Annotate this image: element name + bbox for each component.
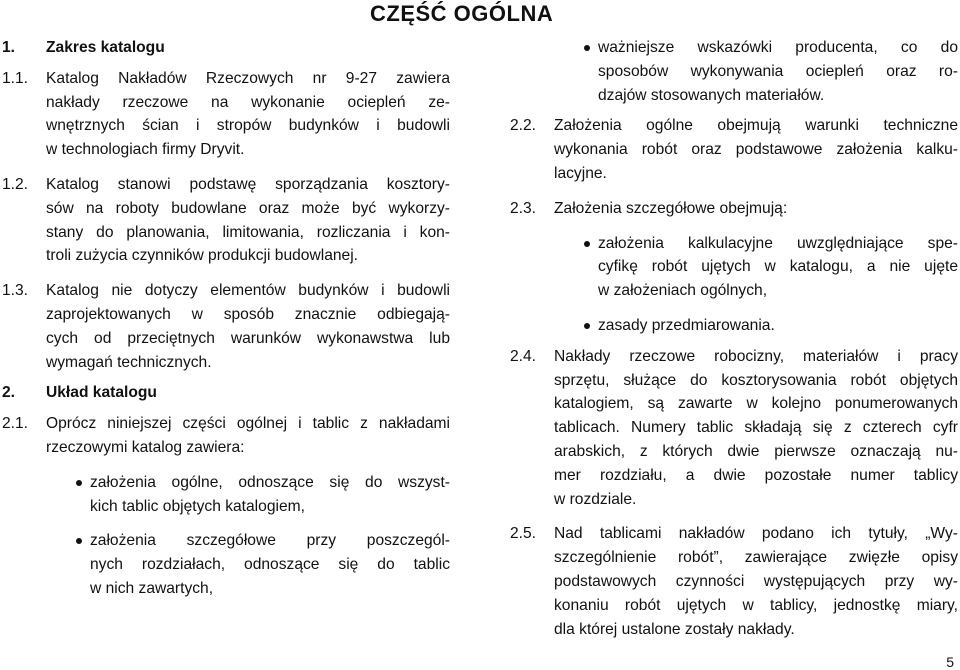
bullet-icon — [46, 471, 90, 519]
paragraph-number: 1.2. — [2, 175, 29, 193]
text-line: wykonania robót oraz podstawowe założenia kalku- — [554, 141, 958, 159]
page-number: 5 — [946, 654, 954, 670]
bullet-icon — [554, 36, 598, 107]
text-line: Nad tablicami nakładów podano ich tytuły, „Wy- — [554, 525, 958, 543]
paragraph-2-5 — [510, 522, 958, 641]
text-line: Założenia ogólne obejmują warunki techniczne — [554, 117, 958, 135]
page-header: CZĘŚĆ OGÓLNA — [370, 1, 554, 26]
bullet-text — [598, 232, 958, 303]
paragraph-2-3 — [510, 197, 958, 221]
text-line: podstawowych czynności występujących przy wy- — [554, 572, 958, 590]
right-column — [510, 36, 958, 641]
text-line: wnętrznych ścian i stropów budynków i budowli — [46, 117, 450, 135]
text-line: założenia ogólne, odnoszące się do wszyst- — [90, 473, 450, 491]
bullet-text — [598, 36, 958, 107]
section-2-heading — [2, 381, 450, 405]
paragraph-number: 2.5. — [510, 525, 537, 543]
paragraph-number: 2.2. — [510, 117, 537, 135]
text-line: stany do planowania, limitowania, rozliczania i kon- — [46, 223, 450, 241]
bullet-list-2-3 — [554, 232, 958, 338]
text-line: cych od przeciętnych warunków wykonawstwa lub — [46, 329, 450, 347]
paragraph-text — [46, 412, 450, 460]
text-line: rzeczowymi katalog zawiera: — [46, 438, 245, 456]
text-line: sprzętu, służące do kosztorysowania robót objętych — [554, 371, 958, 389]
section-title: Układ katalogu — [46, 384, 157, 402]
bullet-item — [554, 232, 958, 303]
paragraph-number: 2.1. — [2, 415, 29, 433]
bullet-item — [554, 314, 958, 338]
paragraph-2-1 — [2, 412, 450, 460]
bullet-icon — [554, 232, 598, 303]
text-line: w nich zawartych, — [90, 579, 214, 597]
text-line: lacyjne. — [554, 164, 607, 182]
bullet-text — [90, 471, 450, 519]
text-line: Katalog Nakładów Rzeczowych nr 9-27 zawiera — [46, 69, 450, 87]
left-column — [2, 36, 450, 601]
paragraph-1-3 — [2, 279, 450, 374]
text-line: nych rozdziałach, odnoszące się do tablic — [90, 556, 450, 574]
paragraph-2-4 — [510, 345, 958, 512]
text-line: zaprojektowanych w sposób znacznie odbiegają- — [46, 305, 450, 323]
section-title: Zakres katalogu — [46, 39, 165, 56]
text-line: dzajów stosowanych materiałów. — [598, 86, 825, 104]
text-line: Katalog nie dotyczy elementów budynków i budowli — [46, 282, 450, 300]
bullet-text — [90, 529, 450, 600]
text-line: cyfikę robót ujętych w katalogu, a nie ujęte — [598, 258, 958, 276]
paragraph-number: 2.3. — [510, 199, 537, 217]
text-line: szczególnienie robót”, zawierające zwięzłe opisy — [554, 549, 958, 567]
paragraph-number: 1.1. — [2, 69, 29, 87]
text-line: w technologiach firmy Dryvit. — [46, 141, 245, 159]
paragraph-text — [554, 522, 958, 641]
text-line: tablicach. Numery tablic składają się z czterech cyfr — [554, 419, 958, 437]
text-line: arabskich, z których dwie pierwsze oznaczają nu- — [554, 442, 958, 460]
bullet-item — [46, 471, 450, 519]
section-number: 2. — [2, 384, 16, 402]
paragraph-1-2 — [2, 173, 450, 268]
text-line: w rozdziale. — [554, 490, 637, 508]
paragraph-text — [46, 173, 450, 268]
text-line: Założenia szczegółowe obejmują: — [554, 199, 788, 217]
text-line: wymagań technicznych. — [46, 353, 212, 371]
text-line: troli zużycia czynników produkcji budowlanej. — [46, 247, 359, 265]
text-line: założenia kalkulacyjne uwzględniające spe- — [598, 234, 958, 252]
paragraph-1-1 — [2, 67, 450, 162]
text-line: mer rozdziału, a dwie pozostałe numer tablicy — [554, 466, 958, 484]
text-line: nakłady rzeczowe na wykonanie ociepleń ze- — [46, 93, 450, 111]
bullet-text — [598, 314, 958, 338]
text-line: w założeniach ogólnych, — [598, 282, 768, 300]
bullet-item — [554, 36, 958, 107]
paragraph-text — [554, 114, 958, 185]
paragraph-number: 1.3. — [2, 282, 29, 300]
section-number: 1. — [2, 39, 16, 56]
text-line: kich tablic objętych katalogiem, — [90, 497, 305, 515]
text-line: zasady przedmiarowania. — [598, 316, 775, 334]
text-line: Nakłady rzeczowe robocizny, materiałów i pracy — [554, 347, 958, 365]
paragraph-text — [46, 279, 450, 374]
bullet-icon — [46, 529, 90, 600]
bullet-list-2-1 — [46, 471, 450, 601]
paragraph-text — [554, 345, 958, 512]
bullet-icon — [554, 314, 598, 338]
bullet-list-2-1-continued — [554, 36, 958, 107]
paragraph-2-2 — [510, 114, 958, 185]
text-line: dla której ustalone zostały nakłady. — [554, 620, 795, 638]
paragraph-text — [554, 197, 958, 221]
text-line: katalogiem, są zawarte w kolejno ponumerowanych — [554, 395, 958, 413]
section-1-heading — [2, 36, 450, 60]
paragraph-text — [46, 67, 450, 162]
text-line: sposobów wykonywania ociepleń oraz ro- — [598, 62, 958, 80]
paragraph-number: 2.4. — [510, 347, 537, 365]
bullet-item — [46, 529, 450, 600]
text-line: konaniu robót ujętych w tablicy, jednostkę miary, — [554, 596, 958, 614]
text-line: ważniejsze wskazówki producenta, co do — [598, 39, 958, 56]
text-line: Katalog stanowi podstawę sporządzania kosztory- — [46, 175, 450, 193]
text-line: Oprócz niniejszej części ogólnej i tablic z nakładami — [46, 415, 450, 433]
text-line: sów na roboty budowlane oraz może być wykorzy- — [46, 199, 450, 217]
text-line: założenia szczegółowe przy poszczegól- — [90, 532, 450, 550]
